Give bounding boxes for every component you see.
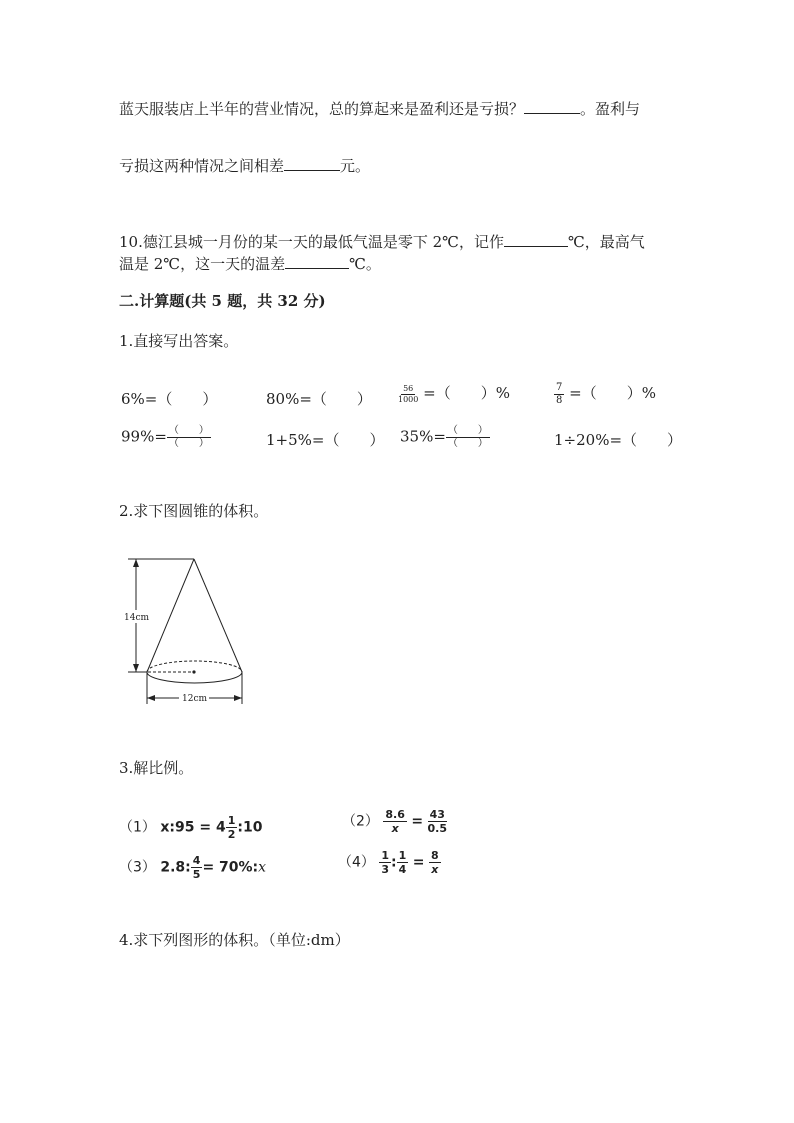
- cone-height-arrow-top: [133, 559, 139, 567]
- p3-e2-label: （2）: [342, 813, 379, 830]
- p1-r1-d-numerator: 7: [556, 381, 563, 393]
- p1-r2-a-numerator: （ ）: [168, 425, 209, 436]
- cone-height-label: 14cm: [124, 613, 150, 623]
- q10-text-d: ℃。: [349, 255, 381, 273]
- p1-r1-b: 80%=（ ）: [266, 390, 372, 408]
- p3-e1-label: （1）: [119, 819, 156, 836]
- p3-equation-1: [119, 815, 262, 840]
- p3-e1-post: :10: [237, 819, 263, 836]
- p3-e4-label: （4）: [338, 854, 375, 871]
- p1-title: 1.直接写出答案。: [119, 332, 239, 350]
- p3-e1-fraction: [226, 815, 238, 840]
- q10-line2: [119, 253, 381, 274]
- p3-e4-fraction-a: [379, 850, 391, 875]
- cone-left-edge: [147, 559, 194, 672]
- p3-e3-post: = 70%:: [202, 859, 259, 876]
- q9-answer-blank-1[interactable]: [524, 99, 580, 114]
- p3-e4-c-den: x: [431, 863, 439, 876]
- p1-r2-a-pre: 99%=: [121, 427, 167, 446]
- q9-text-c: 亏损这两种情况之间相差: [119, 157, 285, 175]
- p1-r2-a: [121, 426, 211, 449]
- p1-r1-d: [554, 382, 656, 406]
- p1-r1-c-numerator: 56: [403, 383, 414, 393]
- cone-base-center-dot: [192, 670, 195, 673]
- p1-r2-a-denominator: （ ）: [168, 438, 209, 449]
- p3-e2-right-num: 43: [429, 808, 445, 821]
- p1-r2-c-denominator: （ ）: [447, 438, 488, 449]
- p3-e2-left-num: 8.6: [385, 808, 405, 821]
- q9-text-d: 元。: [340, 157, 371, 175]
- p3-e2-left-den: x: [391, 822, 399, 835]
- p1-r2-c: [400, 426, 490, 449]
- cone-diameter-label: 12cm: [182, 694, 208, 704]
- p3-e3-label: （3）: [119, 859, 156, 876]
- cone-height-arrow-bottom: [133, 664, 139, 672]
- p3-e4-b-num: 1: [398, 849, 407, 862]
- p3-e1-fraction-den: 2: [227, 828, 236, 841]
- q9-text-a: 蓝天服装店上半年的营业情况，总的算起来是盈利还是亏损？: [119, 100, 525, 118]
- cone-base-back-arc: [147, 661, 242, 672]
- p1-r1-c: [398, 382, 510, 404]
- p2-title: 2.求下图圆锥的体积。: [119, 502, 269, 520]
- p3-e4-equals: =: [412, 854, 425, 871]
- p3-e2-left-fraction: [383, 809, 407, 834]
- p1-r2-d: 1÷20%=（ ）: [554, 431, 683, 449]
- p3-e1-pre: x:95 = 4: [160, 819, 226, 836]
- p3-e4-c-num: 8: [430, 849, 439, 862]
- q9-answer-blank-2[interactable]: [284, 156, 340, 171]
- p3-e1-fraction-num: 1: [227, 814, 236, 827]
- q10-text-b: ℃，最高气: [567, 233, 645, 251]
- q10-text-a: 10.德江县城一月份的某一天的最低气温是零下 2℃，记作: [119, 233, 504, 251]
- p1-r1-d-denominator: 8: [556, 394, 563, 406]
- p3-e4-a-num: 1: [381, 849, 390, 862]
- p3-e3-variable: x: [258, 859, 267, 876]
- cone-base-front-arc: [147, 672, 242, 683]
- q9-line1: [119, 98, 640, 119]
- p1-r2-b: 1+5%=（ ）: [266, 431, 385, 449]
- section2-title: 二.计算题(共 5 题，共 32 分): [119, 292, 326, 310]
- p3-e4-fraction-b: [397, 850, 409, 875]
- p3-e3-fraction-num: 4: [192, 854, 201, 867]
- p1-r1-c-denominator: 1000: [398, 394, 419, 404]
- p3-equation-2: [342, 809, 447, 834]
- cone-diameter-arrow-right: [234, 695, 242, 701]
- p1-r2-a-fraction: [167, 426, 211, 449]
- p3-e4-fraction-c: [429, 850, 441, 875]
- p3-e3-fraction-den: 5: [192, 868, 201, 881]
- p3-e2-equals: =: [411, 813, 424, 830]
- p3-e2-right-fraction: [428, 809, 448, 834]
- p1-r1-d-rest: =（ ）%: [569, 384, 656, 402]
- p1-r2-c-numerator: （ ）: [447, 425, 488, 436]
- q9-line2: [119, 155, 370, 176]
- p1-r1-a: 6%=（ ）: [121, 390, 218, 408]
- q10-answer-blank-1[interactable]: [504, 232, 568, 247]
- p1-r1-c-rest: =（ ）%: [423, 384, 510, 402]
- p1-r2-c-fraction: [446, 426, 490, 449]
- p4-title: 4.求下列图形的体积。（单位:dm）: [119, 931, 350, 949]
- p3-e3-pre: 2.8:: [160, 859, 191, 876]
- p1-r2-c-pre: 35%=: [400, 427, 446, 446]
- p3-equation-4: [338, 850, 441, 875]
- cone-diameter-arrow-left: [147, 695, 155, 701]
- p3-e2-right-den: 0.5: [427, 822, 448, 835]
- q10-text-c: 温是 2℃，这一天的温差: [119, 255, 286, 273]
- p3-e4-colon: :: [391, 854, 397, 871]
- p3-e4-a-den: 3: [381, 863, 390, 876]
- p3-equation-3: [119, 855, 266, 880]
- p3-e4-b-den: 4: [398, 863, 407, 876]
- p3-e3-fraction: [191, 855, 203, 880]
- q10-line1: [119, 231, 645, 252]
- q9-text-b: 。盈利与: [580, 100, 641, 118]
- q10-answer-blank-2[interactable]: [285, 254, 349, 269]
- p1-r1-d-fraction: [554, 383, 564, 406]
- cone-right-edge: [194, 559, 242, 672]
- cone-figure: [118, 552, 258, 710]
- p3-title: 3.解比例。: [119, 759, 194, 777]
- p1-r1-c-fraction: [398, 385, 418, 404]
